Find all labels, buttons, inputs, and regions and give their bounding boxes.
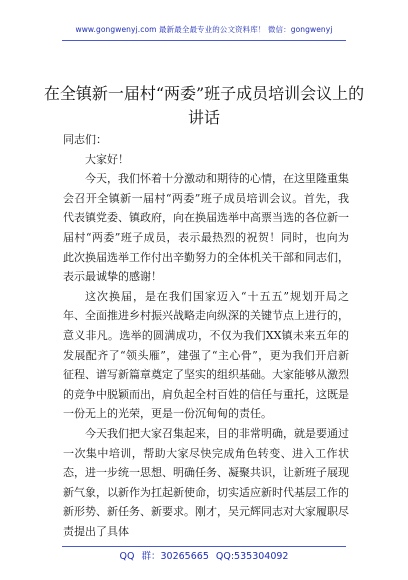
header-divider <box>62 40 346 41</box>
paragraph-2: 这次换届，是在我们国家迈入“十五五”规划开局之年、全面推进乡村振兴战略走向纵深的关键节点上进行的，意义非凡。选举的圆满成功，不仅为我们XX镇未来五年的发展配齐了“领头雁”，建强了“主心骨”，更为我们开启新征程、谱写新篇章奠定了坚实的组织基础。大家能够从激烈的竞争中脱颖而出，肩负起全村百姓的信任与重托，这既是一份无上的光荣，更是一份沉甸甸的责任。 <box>63 289 349 421</box>
paragraph-1: 今天，我们怀着十分激动和期待的心情，在这里隆重集会召开全镇新一届村“两委”班子成员培训会议。首先，我代表镇党委、镇政府，向在换届选举中高票当选的各位新一届村“两委”班子成员，表示最热烈的祝贺！同时，也向为此次换届选举工作付出辛勤努力的全体机关干部和同志们，表示最诚挚的感谢！ <box>63 172 349 284</box>
salutation: 同志们： <box>63 133 107 146</box>
footer-divider <box>62 546 346 547</box>
greeting: 大家好！ <box>85 152 129 166</box>
document-body <box>63 130 349 541</box>
site-footer <box>0 548 408 562</box>
document-title: 在全镇新一届村“两委”班子成员培训会议上的讲话 <box>43 84 365 127</box>
qq-group: QQ 群：30265665 <box>119 551 209 562</box>
site-header: www.gongwenyj.com 最新最全最专业的公文资料库！ 微信：gongwenyj <box>75 25 333 34</box>
paragraph-3: 今天我们把大家召集起来，目的非常明确，就是要通过一次集中培训，帮助大家尽快完成角色转变、进入工作状态，进一步统一思想、明确任务、凝聚共识，让新班子展现新气象，以新作为扛起新使命，切实适应新时代基层工作的新形势、新任务、新要求。刚才，吴元辉同志对大家履职尽责提出了具体 <box>63 426 349 538</box>
qq-contact: QQ:535304092 <box>215 551 289 562</box>
